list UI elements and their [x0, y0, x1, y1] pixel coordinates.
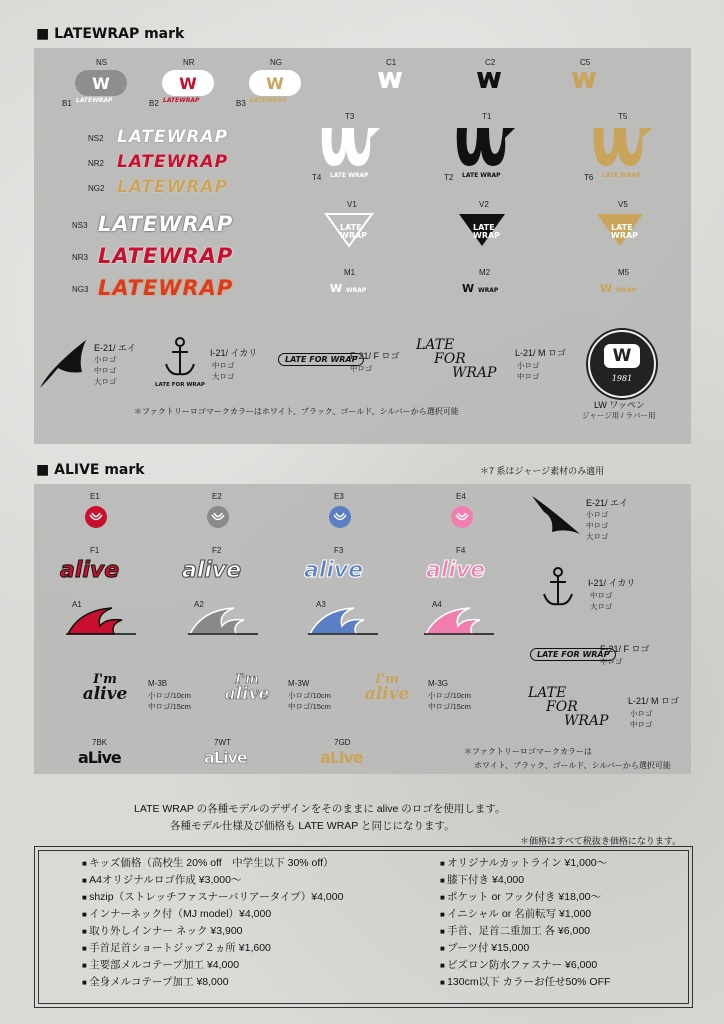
logo-nr-pill: W [162, 70, 214, 96]
m3w-sizes: 小ロゴ/10cm 中ロゴ/15cm [288, 691, 331, 711]
alive-7bk-logo: aLive [78, 748, 121, 767]
w-logo-large-gold-icon [592, 124, 654, 170]
m3g-sizes: 小ロゴ/10cm 中ロゴ/15cm [428, 691, 471, 711]
alive-f4-logo: alive [426, 558, 486, 583]
v-logo-white-icon [326, 212, 372, 246]
list-item: ■ shzip（ストレッチファスナーバリアータイプ）¥4,000 [82, 889, 343, 906]
e21-label: E-21/ エイ [94, 343, 137, 353]
alive-e-blue-icon [329, 506, 351, 528]
wave-blue-icon [308, 606, 380, 636]
code-label: T1 [482, 112, 492, 121]
code-label: T4 [312, 173, 322, 182]
code-label: E2 [212, 492, 222, 501]
options-right-list [440, 855, 610, 991]
alive-f2-logo: alive [182, 558, 242, 583]
code-label: T2 [444, 173, 454, 182]
code-label: M5 [618, 268, 630, 277]
code-label: NS [96, 58, 108, 67]
w-logo-white-icon [376, 70, 404, 90]
logo-ns-pill: W [75, 70, 127, 96]
t-caption: LATE WRAP [602, 172, 641, 179]
list-item: ■ ブーツ付 ¥15,000 [440, 940, 610, 957]
alive-l21-label: L-21/ M ロゴ [628, 696, 680, 706]
code-label: NG2 [88, 184, 105, 193]
code-label: F4 [456, 546, 466, 555]
alive-i21-label: I-21/ イカリ [588, 578, 636, 588]
code-label: T5 [618, 112, 628, 121]
list-item: ■ イニシャル or 名前転写 ¥1,000 [440, 906, 610, 923]
m-logo-gold: W WRAP [600, 282, 637, 295]
code-label: A2 [194, 600, 204, 609]
pill-caption: LATEWRAP [76, 97, 113, 104]
list-item: ■ ビズロン防水ファスナー ¥6,000 [440, 957, 610, 974]
latewrap-logo-ns2: LATEWRAP [117, 127, 229, 147]
v-logo-gold-icon [597, 212, 643, 246]
svg-text:LATE: LATE [340, 223, 362, 232]
alive-e21-sizes: 小ロゴ 中ロゴ 大ロゴ [586, 510, 609, 541]
code-label: C1 [386, 58, 397, 67]
alive-factory-note: ＊ファクトリーロゴマークカラーは [464, 747, 592, 756]
w-logo-black-icon [475, 70, 503, 90]
code-label: C2 [485, 58, 496, 67]
code-label: T3 [345, 112, 355, 121]
list-item: ■ 取り外しインナー ネック ¥3,900 [82, 923, 343, 940]
code-label: NG3 [72, 285, 89, 294]
alive-section-title: ■ ALIVE mark [36, 462, 145, 478]
tax-note: ＊価格はすべて税抜き価格になります。 [520, 836, 682, 846]
code-label: M-3B [148, 679, 168, 688]
latewrap-section-title: ■ LATEWRAP mark [36, 26, 184, 42]
alive-f21-label: F-21/ F ロゴ [600, 644, 650, 654]
alive-i21-sizes: 中ロゴ 大ロゴ [590, 591, 613, 611]
list-item: ■ 130cm以下 カラーお任せ50% OFF [440, 974, 610, 991]
code-label: NS3 [72, 221, 88, 230]
code-label: 7WT [214, 738, 231, 747]
info-line-2: 各種モデル仕様及び価格も LATE WRAP と同じになります。 [170, 820, 455, 832]
t-caption: LATE WRAP [462, 172, 501, 179]
jersey-note: ＊7 系はジャージ素材のみ適用 [480, 466, 605, 476]
anchor-caption: LATE FOR WRAP [155, 382, 205, 388]
svg-text:LATE: LATE [611, 223, 633, 232]
factory-color-note: ＊ファクトリーロゴマークカラーはホワイト、ブラック、ゴールド、シルバーから選択可能 [134, 407, 459, 416]
graffiti-gold-logo: I'm alive [364, 672, 410, 704]
anchor-icon [536, 566, 580, 616]
info-line-1: LATE WRAP の各種モデルのデザインをそのままに alive のロゴを使用します。 [134, 803, 506, 815]
m3b-sizes: 小ロゴ/10cm 中ロゴ/15cm [148, 691, 191, 711]
code-label: B1 [62, 99, 72, 108]
list-item: ■ キッズ価格（高校生 20% off 中学生以下 30% off） [82, 855, 343, 872]
e21-sizes: 小ロゴ 中ロゴ 大ロゴ [94, 355, 117, 386]
svg-text:WRAP: WRAP [340, 231, 368, 240]
code-label: M-3G [428, 679, 448, 688]
graffiti-white-logo: I'm alive [224, 672, 270, 704]
code-label: F1 [90, 546, 100, 555]
alive-f21-sizes: 中ロゴ [600, 657, 623, 666]
wave-gray-icon [188, 606, 260, 636]
code-label: V2 [479, 200, 489, 209]
alive-7gd-logo: aLive [320, 748, 363, 767]
f21-label: F-21/ F ロゴ [350, 351, 400, 361]
svg-text:WRAP: WRAP [611, 231, 639, 240]
late-for-wrap-f-logo: LATE FOR WRAP [530, 648, 616, 661]
pill-caption: LATEWRAP [163, 97, 200, 104]
alive-l21-sizes: 小ロゴ 中ロゴ [630, 709, 653, 729]
alive-7wt-logo: aLive [204, 748, 247, 767]
list-item: ■ 主要部メルコテープ加工 ¥4,000 [82, 957, 343, 974]
alive-e-pink-icon [451, 506, 473, 528]
manta-ray-icon [40, 338, 90, 390]
code-label: M1 [344, 268, 356, 277]
list-item: ■ インナーネック付（MJ model）¥4,000 [82, 906, 343, 923]
code-label: F3 [334, 546, 344, 555]
l21-label: L-21/ M ロゴ [515, 348, 567, 358]
latewrap-logo-ng3: LATEWRAP [98, 276, 234, 300]
code-label: M2 [479, 268, 491, 277]
list-item: ■ ポケット or フック付き ¥18,00～ [440, 889, 610, 906]
code-label: F2 [212, 546, 222, 555]
list-item: ■ オリジナルカットライン ¥1,000～ [440, 855, 610, 872]
list-item: ■ 膝下付き ¥4,000 [440, 872, 610, 889]
l21-sizes: 小ロゴ 中ロゴ [517, 361, 540, 381]
code-label: V5 [618, 200, 628, 209]
code-label: 7GD [334, 738, 351, 747]
late-for-wrap-m-logo: LATE FOR WRAP [416, 337, 497, 381]
t-caption: LATE WRAP [330, 172, 369, 179]
code-label: T6 [584, 173, 594, 182]
code-label: A3 [316, 600, 326, 609]
late-for-wrap-f-logo: LATE FOR WRAP [278, 353, 364, 366]
v-logo-black-icon [459, 212, 505, 246]
i21-label: I-21/ イカリ [210, 348, 258, 358]
alive-factory-note-2: ホワイト、ブラック、ゴールド、シルバーから選択可能 [474, 761, 671, 770]
svg-text:WRAP: WRAP [473, 231, 501, 240]
lw-patch-icon: W 1981 [588, 330, 656, 398]
wave-pink-icon [424, 606, 496, 636]
w-logo-gold-icon [570, 70, 598, 90]
manta-ray-icon [530, 494, 582, 542]
code-label: E1 [90, 492, 100, 501]
m-logo-black: W WRAP [462, 282, 499, 295]
w-logo-large-black-icon [455, 124, 517, 170]
code-label: C5 [580, 58, 591, 67]
code-label: 7BK [92, 738, 108, 747]
code-label: NR [183, 58, 195, 67]
code-label: A4 [432, 600, 442, 609]
code-label: NR2 [88, 159, 105, 168]
code-label: NR3 [72, 253, 89, 262]
latewrap-logo-nr2: LATEWRAP [117, 152, 229, 172]
latewrap-logo-ns3: LATEWRAP [98, 212, 234, 236]
code-label: V1 [347, 200, 357, 209]
f21-sizes: 中ロゴ [350, 364, 373, 373]
late-for-wrap-m-logo: LATE FOR WRAP [528, 685, 609, 729]
list-item: ■ A4オリジナルロゴ作成 ¥3,000～ [82, 872, 343, 889]
code-label: E4 [456, 492, 466, 501]
code-label: NG [270, 58, 282, 67]
latewrap-logo-nr3: LATEWRAP [98, 244, 234, 268]
w-logo-large-white-icon [320, 124, 382, 170]
code-label: B3 [236, 99, 246, 108]
pill-caption: LATEWRAP [250, 97, 287, 104]
list-item: ■ 全身メルコテープ加工 ¥8,000 [82, 974, 343, 991]
list-item: ■ 手首足首ショートジップ２ヵ所 ¥1,600 [82, 940, 343, 957]
code-label: B2 [149, 99, 159, 108]
code-label: E3 [334, 492, 344, 501]
options-left-list [82, 855, 343, 991]
alive-e-red-icon [85, 506, 107, 528]
i21-sizes: 中ロゴ 大ロゴ [212, 361, 235, 381]
alive-f1-logo: alive [60, 558, 120, 583]
patch-sub: ジャージ用 / ラバー用 [582, 411, 656, 420]
alive-e21-label: E-21/ エイ [586, 498, 629, 508]
alive-f3-logo: alive [304, 558, 364, 583]
patch-label: LW ワッペン [594, 400, 645, 410]
graffiti-black-logo: I'm alive [82, 672, 128, 704]
wave-red-icon [66, 606, 138, 636]
alive-e-gray-icon [207, 506, 229, 528]
code-label: A1 [72, 600, 82, 609]
svg-text:LATE: LATE [473, 223, 495, 232]
latewrap-logo-ng2: LATEWRAP [117, 177, 229, 197]
anchor-icon [158, 336, 202, 388]
code-label: NS2 [88, 134, 104, 143]
m-logo-white: W WRAP [330, 282, 367, 295]
code-label: M-3W [288, 679, 310, 688]
list-item: ■ 手首、足首二重加工 各 ¥6,000 [440, 923, 610, 940]
logo-ng-pill: W [249, 70, 301, 96]
